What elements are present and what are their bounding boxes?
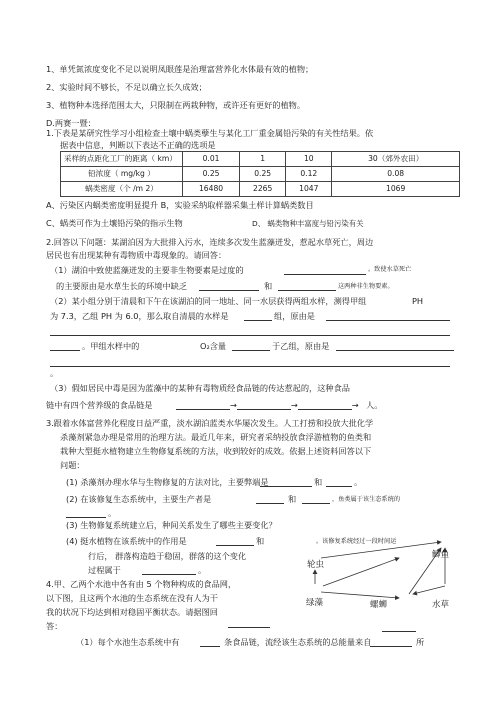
q2-part2-text: 为 7.3，乙组 PH 为 6.0，那么取自清晨的水样是	[50, 311, 229, 321]
q3-sub4-blank[interactable]	[142, 565, 196, 575]
q3-sub4-text: 。该修复系统经过一段时间运	[316, 538, 397, 545]
q2-part3-text: 链中有四个营养级的食品链是	[46, 400, 153, 410]
note-line-3: 3、植物种本选择范围太大，只限制在两栽种物，或许还有更好的植物。	[46, 100, 306, 110]
arrow-algae-to-snail-low	[321, 592, 399, 598]
q2-part2-text: 于乙组，原由是	[272, 341, 330, 351]
q2-part2-text: O₂含量	[200, 341, 227, 351]
arrow-weed-to-snail	[413, 586, 445, 594]
table-cell: 0.25	[240, 167, 286, 182]
q2-part2-blank[interactable]	[50, 341, 80, 351]
table-cell: 采样的点距化工厂的距离（ km）	[61, 152, 183, 167]
note-line-1: 1、单凭氮浓度变化不足以说明凤眼莲是治理富营养化水体最有效的植物；	[46, 64, 314, 74]
q2-part2-blank[interactable]	[232, 341, 270, 351]
q3-sub3-text: (3) 生物修复系统建立后，种间关系发生了哪些主要变化？	[66, 520, 277, 530]
food-chain-blanks[interactable]: → → →	[176, 400, 359, 410]
q1-stem-line-2: 据表中信息，判断以下表达不正确的选项是	[60, 140, 216, 150]
q4-stem-line-2: 以下图，且这两个水池的生态系统在没有人为干	[46, 593, 218, 603]
q3-stem-line-2: 杀藻剂紧急办理是常用的治理方法。最近几年来，研究者采纳投放食浮游植物的鱼类和	[60, 432, 372, 442]
node-green-algae: 绿藻	[306, 598, 324, 608]
q2-part2-blank[interactable]	[336, 341, 454, 351]
q2-part2-text: （2）某小组分别于清晨和下午在该湖泊的同一地址、同一水层获得两组水样，测得甲组	[50, 296, 367, 306]
q2-part2-text: PH	[412, 296, 424, 306]
table-cell: 0.12	[286, 167, 332, 182]
table-cell: 0.01	[183, 152, 240, 167]
section-heading: D.两赛一暨：	[46, 118, 96, 128]
q2-part3-text: 人。	[366, 400, 383, 410]
q4-sub1-text: 所	[416, 637, 425, 647]
q2-part2-blank[interactable]	[50, 357, 450, 367]
q3-sub2-text: 和	[288, 494, 297, 504]
q1-options-ab: A、污染区内蜗类密度明显提升 B，实验采纳取样器采集土样计算蜗类数目	[46, 200, 314, 210]
q4-stem-line-4: 答：	[46, 621, 63, 631]
q3-stem-line-3: 栽种大型挺水植物建立生物修复系统的方法，收到较好的成效。依据上述资料回答以下	[60, 446, 372, 456]
q4-blank[interactable]	[228, 618, 270, 628]
q4-blank[interactable]	[382, 622, 416, 632]
q4-sub1-blank[interactable]	[370, 637, 412, 647]
q1-stem-line-1: 1.下表是某研究性学习小组检查土壤中蜗类孽生与某化工厂重金属铅污染的有关性结果。依	[46, 128, 374, 138]
q2-part2-end: 。	[50, 368, 59, 378]
table-cell: 1047	[286, 182, 332, 197]
q2-part2-text: 。甲组水样中的	[82, 341, 140, 351]
q2-part1-text: （1）湖泊中致使蓝藻迸发的主要非生物要素是过度的	[50, 265, 244, 275]
q2-part1-text: 和	[264, 281, 273, 291]
q3-sub2-blank[interactable]	[66, 508, 106, 518]
node-carp: 鲫鱼	[432, 550, 450, 560]
q4-sub1-blank[interactable]	[200, 637, 220, 647]
node-rotifer: 轮虫	[307, 560, 325, 570]
node-snail: 螺蛳	[370, 600, 388, 610]
q2-part2-blank[interactable]	[326, 311, 450, 321]
q3-sub4-text: 行后， 群落构造趋于稳固，群落的这个变化	[88, 551, 247, 561]
q2-part2-text: 组，原由是	[274, 311, 315, 321]
table-cell: 1	[240, 152, 286, 167]
table-cell: 30（郊外农田）	[332, 152, 460, 167]
arrow-algae-to-snail	[323, 558, 399, 586]
table-cell: 16480	[183, 182, 240, 197]
q2-part3-text: （3）假如居民中毒是因为蓝藻中的某种有毒物质经食品链的传达惹起的，这种食品	[50, 383, 350, 393]
q3-sub1-blank[interactable]	[260, 477, 312, 487]
table-cell: 0.25	[183, 167, 240, 182]
q4-stem-line-3: 我的状况下均达到相对稳固平衡状态。请据图回	[46, 607, 218, 617]
q3-sub4-text: 和	[256, 536, 265, 546]
q3-sub4-end: 。	[198, 565, 207, 575]
q3-sub1-blank[interactable]	[326, 477, 352, 487]
q2-part2-blank[interactable]	[244, 311, 272, 321]
q1-option-c: C、蜗类可作为土壤铅污染的指示生物	[46, 218, 183, 228]
table-cell: 1069	[332, 182, 460, 197]
table-cell: 2265	[240, 182, 286, 197]
q3-sub2-blank[interactable]	[256, 494, 284, 504]
table-cell: 0.08	[332, 167, 460, 182]
q2-stem-line-2: 居民也有出现某种有毒物质中毒现象的。请回答：	[46, 250, 227, 260]
q3-sub4-text: (4) 挺水植物在该系统中的作用是	[66, 536, 187, 546]
q3-sub1-text: (1) 杀藻剂办理水华与生物修复的方法对比，主要弊端是	[66, 477, 269, 487]
q3-stem-line-4: 问题：	[60, 460, 85, 470]
table-row	[61, 182, 460, 197]
q3-sub1-text: 和	[314, 477, 323, 487]
note-line-2: 2、实验时间不够长，不足以确立长久成效；	[46, 82, 207, 92]
table-cell: 铅浓度（ mg/kg ）	[61, 167, 183, 182]
q2-stem-line-1: 2.回答以下问题：某湖泊因为大批排入污水，连续多次发生蓝藻迸发，惹起水草死亡，周边	[46, 237, 374, 247]
q3-sub1-end: 。	[354, 477, 363, 487]
q2-part1-text: 的主要原由是水草生长的环境中缺乏	[56, 281, 188, 291]
q4-sub1-text: 条食品链，流经该生态系统的总能量来自	[224, 637, 372, 647]
q2-part2-blank[interactable]	[50, 326, 450, 336]
node-water-weed: 水草	[432, 600, 450, 610]
q3-sub2-text: ，鱼类属于该生态系统的	[332, 496, 401, 503]
lead-snail-table	[60, 151, 460, 197]
q2-part1-blank[interactable]	[199, 281, 259, 291]
q2-part1-blank[interactable]	[278, 281, 336, 291]
q1-option-d: D、 蜗类物种丰富度与铅污染有关	[252, 219, 364, 228]
q4-stem-line-1: 4.甲、乙两个水池中各有由 5 个物种构成的食品网，	[46, 579, 237, 589]
q2-part1-text: 。致使水草死亡	[368, 266, 412, 273]
q3-sub4-text: 过程属于	[88, 565, 121, 575]
arrow-rotifer-to-carp	[321, 542, 441, 558]
q3-sub2-blank[interactable]	[302, 494, 330, 504]
q2-part1-blank[interactable]	[284, 265, 366, 275]
q3-stem-line-1: 3.跟着水体富营养化程度日益严重，淡水湖泊蓝类水华屡次发生。人工打捞和投放大批化学	[46, 418, 374, 428]
table-cell: 10	[286, 152, 332, 167]
q2-part1-text: 这两种非生物要素。	[338, 283, 394, 290]
table-row	[61, 152, 460, 167]
table-row	[61, 167, 460, 182]
q4-sub1-text: （1）每个水池生态系统中有	[76, 637, 180, 647]
table-cell: 蜗类密度（个 /m 2）	[61, 182, 183, 197]
q3-sub4-blank[interactable]	[216, 536, 254, 546]
q3-sub2-text: (2) 在该修复生态系统中，主要生产者是	[66, 494, 212, 504]
q3-sub2-end: 。	[108, 508, 117, 518]
